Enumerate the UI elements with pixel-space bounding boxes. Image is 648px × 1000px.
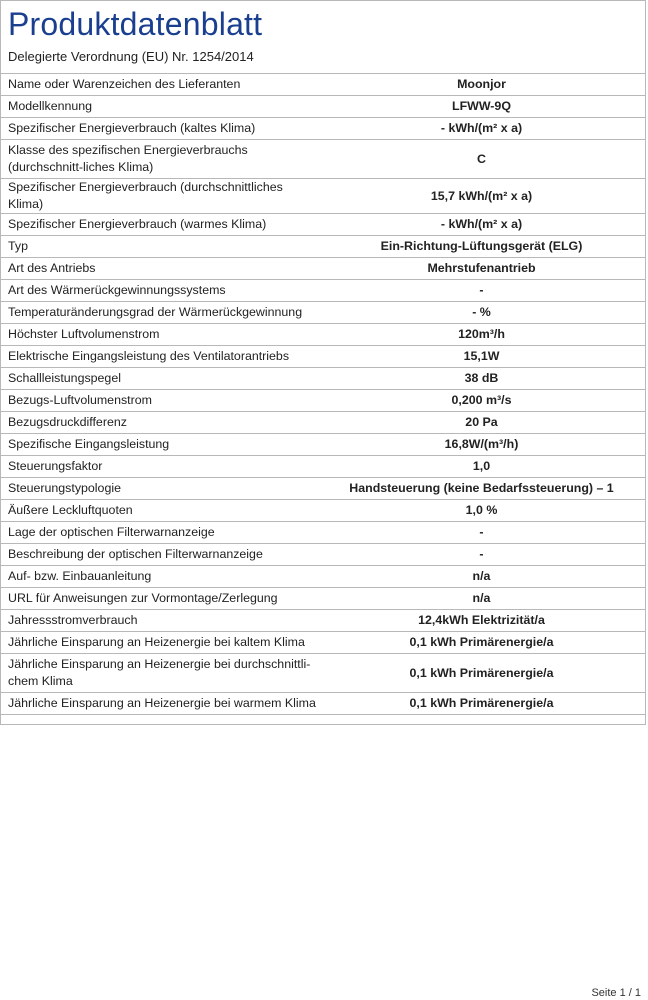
table-row — [1, 478, 645, 500]
table-row — [1, 179, 645, 214]
table-row — [1, 412, 645, 434]
table-row — [1, 390, 645, 412]
table-row — [1, 96, 645, 118]
row-label: Art des Wärmerückgewinnungssystems — [1, 280, 322, 302]
row-value: Handsteuerung (keine Bedarfssteuerung) – 1 — [322, 478, 645, 500]
row-label: Äußere Leckluftquoten — [1, 500, 322, 522]
row-value: Ein-Richtung-Lüftungsgerät (ELG) — [322, 236, 645, 258]
row-label: Typ — [1, 236, 322, 258]
row-value: 0,1 kWh Primärenergie/a — [322, 654, 645, 693]
row-value: 15,7 kWh/(m² x a) — [322, 179, 645, 214]
row-label: Auf- bzw. Einbauanleitung — [1, 566, 322, 588]
regulation-subtitle: Delegierte Verordnung (EU) Nr. 1254/2014 — [8, 49, 254, 64]
row-value: - % — [322, 302, 645, 324]
table-row — [1, 280, 645, 302]
table-row — [1, 236, 645, 258]
row-value: 1,0 % — [322, 500, 645, 522]
table-row — [1, 693, 645, 715]
row-label: Lage der optischen Filterwarnanzeige — [1, 522, 322, 544]
table-row — [1, 324, 645, 346]
row-label: Bezugs-Luftvolumenstrom — [1, 390, 322, 412]
table-row — [1, 544, 645, 566]
table-row — [1, 522, 645, 544]
row-label: Spezifischer Energieverbrauch (durchschnittliches Klima) — [1, 179, 322, 214]
row-value: n/a — [322, 566, 645, 588]
product-data-table — [1, 74, 645, 715]
row-value: - kWh/(m² x a) — [322, 118, 645, 140]
table-row — [1, 654, 645, 693]
table-row — [1, 118, 645, 140]
row-value: - — [322, 280, 645, 302]
row-value: 12,4kWh Elektrizität/a — [322, 610, 645, 632]
table-row — [1, 140, 645, 179]
table-row — [1, 302, 645, 324]
table-row — [1, 588, 645, 610]
row-value: - — [322, 522, 645, 544]
row-value: 15,1W — [322, 346, 645, 368]
row-value: - — [322, 544, 645, 566]
row-label: Temperaturänderungsgrad der Wärmerückgewinnung — [1, 302, 322, 324]
row-value: C — [322, 140, 645, 179]
row-label: Bezugsdruckdifferenz — [1, 412, 322, 434]
table-row — [1, 500, 645, 522]
row-label: Jahressstromverbrauch — [1, 610, 322, 632]
table-row — [1, 456, 645, 478]
table-row — [1, 214, 645, 236]
row-label: Jährliche Einsparung an Heizenergie bei warmem Klima — [1, 693, 322, 715]
row-label: Spezifischer Energieverbrauch (kaltes Klima) — [1, 118, 322, 140]
row-label: Jährliche Einsparung an Heizenergie bei kaltem Klima — [1, 632, 322, 654]
row-value: 16,8W/(m³/h) — [322, 434, 645, 456]
row-label: Schallleistungspegel — [1, 368, 322, 390]
row-value: 38 dB — [322, 368, 645, 390]
row-label: Modellkennung — [1, 96, 322, 118]
row-label: Höchster Luftvolumenstrom — [1, 324, 322, 346]
table-row — [1, 74, 645, 96]
row-value: 0,1 kWh Primärenergie/a — [322, 693, 645, 715]
row-label: Steuerungstypologie — [1, 478, 322, 500]
table-row — [1, 566, 645, 588]
row-value: Moonjor — [322, 74, 645, 96]
row-label: Steuerungsfaktor — [1, 456, 322, 478]
row-value: 20 Pa — [322, 412, 645, 434]
table-row — [1, 610, 645, 632]
row-label: Jährliche Einsparung an Heizenergie bei durchschnittli-chem Klima — [1, 654, 322, 693]
page-number: Seite 1 / 1 — [591, 987, 641, 999]
table-row — [1, 434, 645, 456]
page-title: Produktdatenblatt — [8, 6, 263, 42]
table-row — [1, 368, 645, 390]
row-value: 0,200 m³/s — [322, 390, 645, 412]
table-row — [1, 346, 645, 368]
row-label: Elektrische Eingangsleistung des Ventilatorantriebs — [1, 346, 322, 368]
row-label: Spezifischer Energieverbrauch (warmes Klima) — [1, 214, 322, 236]
row-value: LFWW-9Q — [322, 96, 645, 118]
row-value: Mehrstufenantrieb — [322, 258, 645, 280]
row-label: Spezifische Eingangsleistung — [1, 434, 322, 456]
row-label: URL für Anweisungen zur Vormontage/Zerlegung — [1, 588, 322, 610]
row-value: 0,1 kWh Primärenergie/a — [322, 632, 645, 654]
row-label: Name oder Warenzeichen des Lieferanten — [1, 74, 322, 96]
row-value: n/a — [322, 588, 645, 610]
row-value: 1,0 — [322, 456, 645, 478]
row-label: Beschreibung der optischen Filterwarnanzeige — [1, 544, 322, 566]
table-row — [1, 632, 645, 654]
row-label: Art des Antriebs — [1, 258, 322, 280]
table-row — [1, 258, 645, 280]
row-value: - kWh/(m² x a) — [322, 214, 645, 236]
row-value: 120m³/h — [322, 324, 645, 346]
row-label: Klasse des spezifischen Energieverbrauchs (durchschnitt-liches Klima) — [1, 140, 322, 179]
